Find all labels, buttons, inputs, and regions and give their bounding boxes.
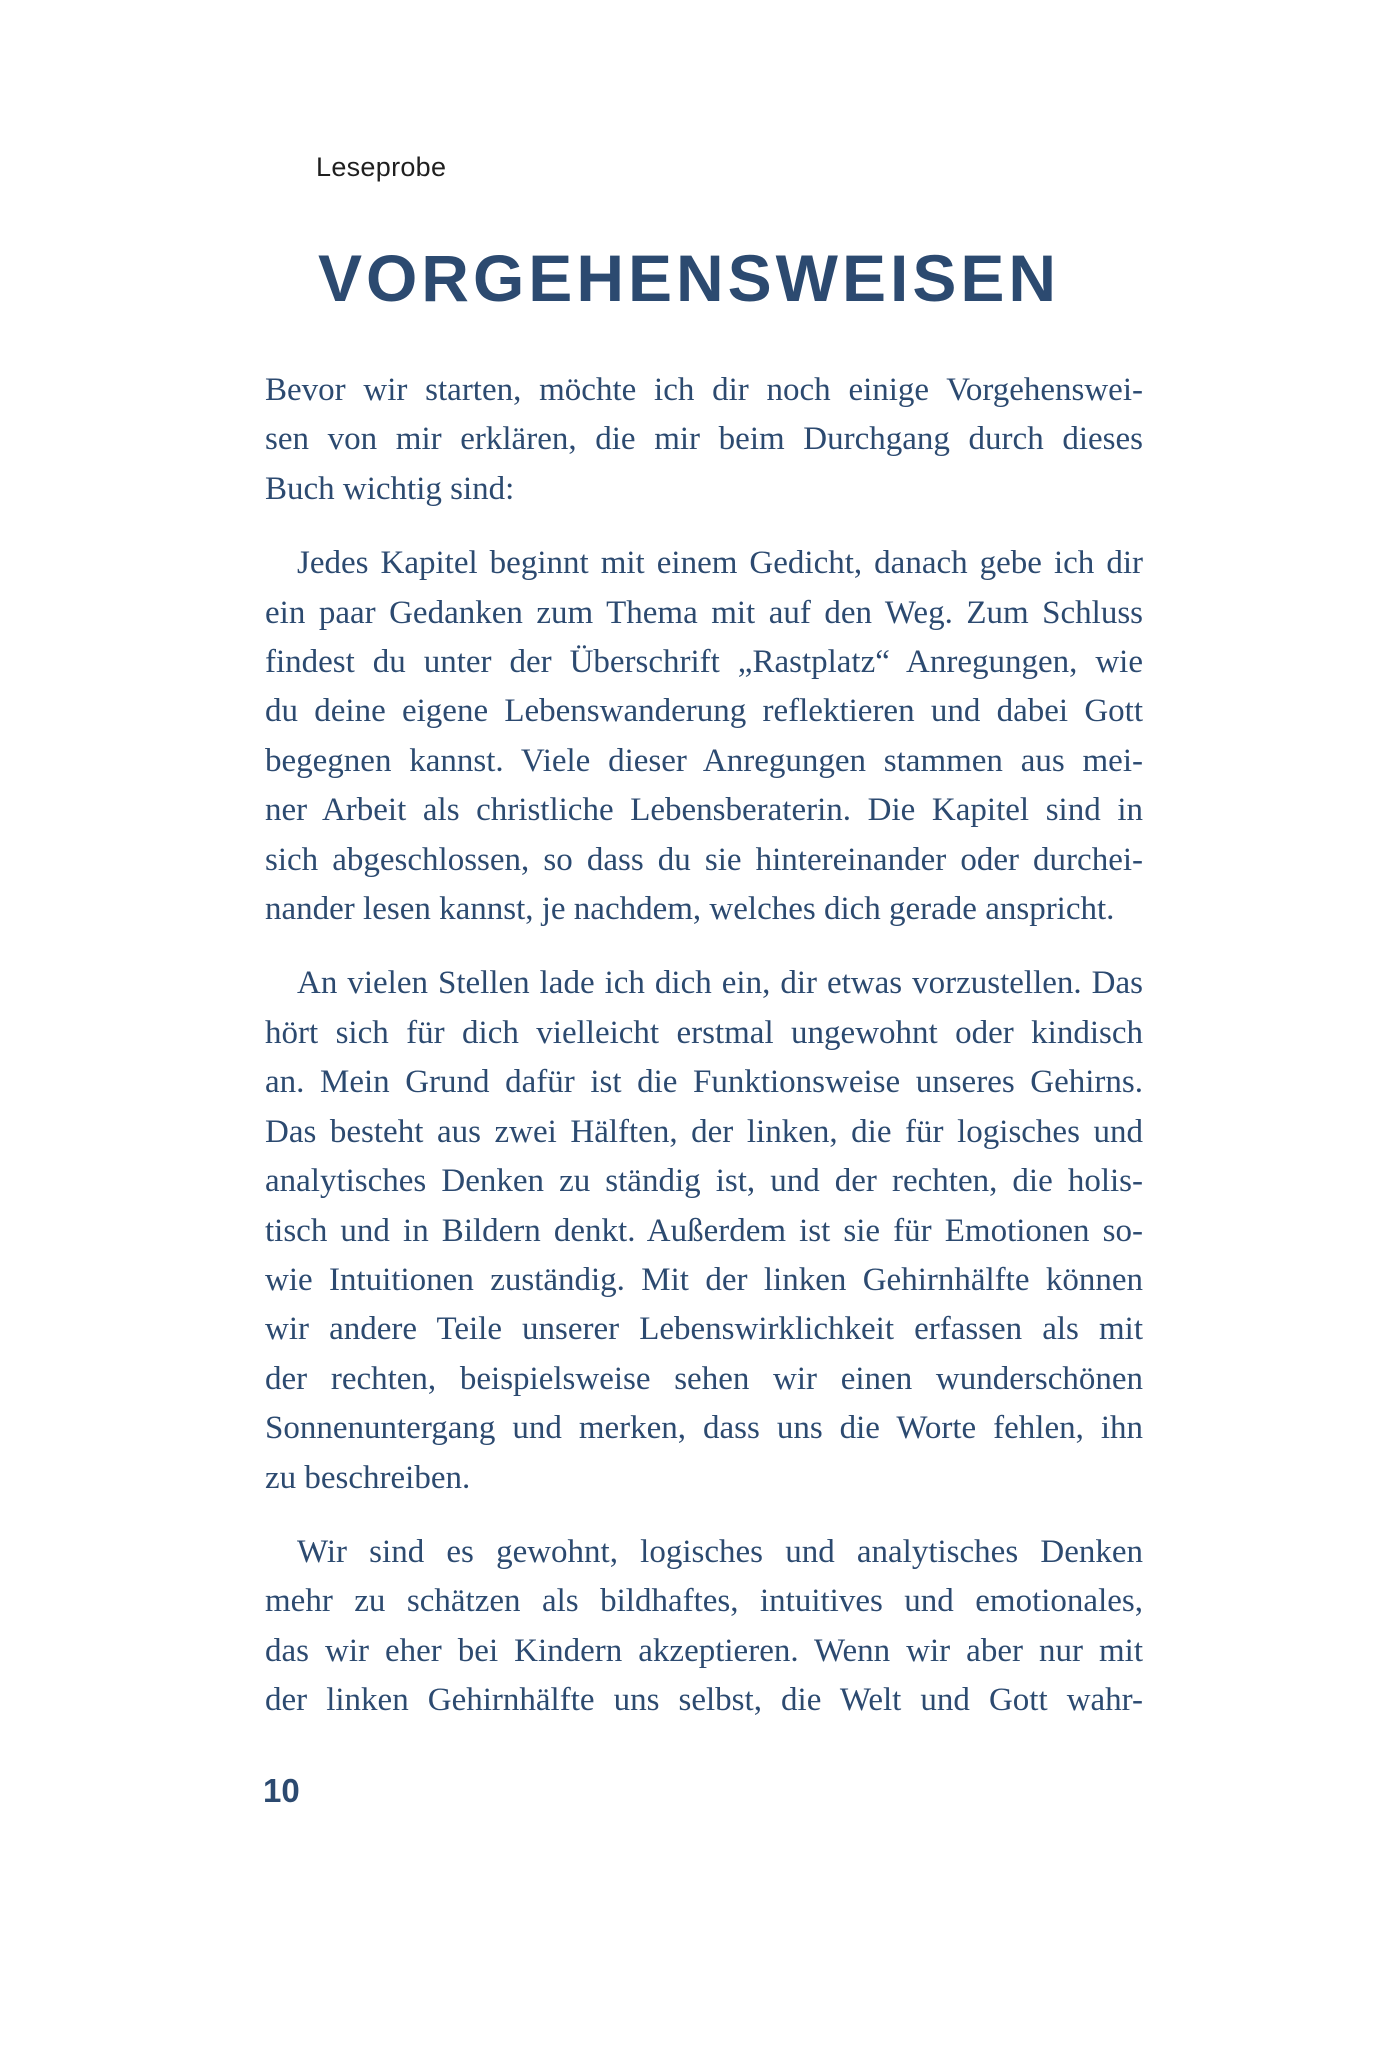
text-line: an. Mein Grund dafür ist die Funktionsweise unseres Gehirns. xyxy=(265,1064,1143,1101)
text-line: findest du unter der Überschrift „Rastplatz“ Anregungen, wie xyxy=(265,644,1143,681)
header-label: Leseprobe xyxy=(316,152,447,182)
body-text xyxy=(265,366,1143,1751)
paragraph-2 xyxy=(265,539,1143,934)
text-line: ner Arbeit als christliche Lebensberaterin. Die Kapitel sind in xyxy=(265,792,1143,829)
text-line: wir andere Teile unserer Lebenswirklichkeit erfassen als mit xyxy=(265,1311,1143,1348)
text-line: hört sich für dich vielleicht erstmal ungewohnt oder kindisch xyxy=(265,1014,1143,1051)
text-line: Bevor wir starten, möchte ich dir noch einige Vorgehenswei- xyxy=(265,372,1143,408)
page-number: 10 xyxy=(263,1772,300,1809)
text-line: das wir eher bei Kindern akzeptieren. Wenn wir aber nur mit xyxy=(265,1632,1143,1669)
text-line: tisch und in Bildern denkt. Außerdem ist sie für Emotionen so- xyxy=(265,1212,1143,1249)
text-line: der linken Gehirnhälfte uns selbst, die Welt und Gott wahr- xyxy=(265,1682,1143,1719)
page-title: VORGEHENSWEISEN xyxy=(317,241,1061,315)
text-line: der rechten, beispielsweise sehen wir einen wunderschönen xyxy=(265,1360,1143,1397)
text-line: du deine eigene Lebenswanderung reflektieren und dabei Gott xyxy=(265,693,1143,730)
text-line: An vielen Stellen lade ich dich ein, dir etwas vorzustellen. Das xyxy=(297,965,1143,1002)
paragraph-4 xyxy=(265,1528,1143,1726)
text-line: nander lesen kannst, je nachdem, welches dich gerade anspricht. xyxy=(265,891,1115,928)
text-line: mehr zu schätzen als bildhaftes, intuitives und emotionales, xyxy=(265,1583,1143,1620)
text-line: Buch wichtig sind: xyxy=(265,470,515,507)
text-line: zu beschreiben. xyxy=(265,1459,471,1496)
text-line: sich abgeschlossen, so dass du sie hintereinander oder durchei- xyxy=(265,841,1143,878)
paragraph-3 xyxy=(265,959,1143,1502)
text-line: Wir sind es gewohnt, logisches und analytisches Denken xyxy=(297,1533,1143,1570)
paragraph-1 xyxy=(265,366,1143,514)
text-line: sen von mir erklären, die mir beim Durchgang durch dieses xyxy=(265,421,1143,458)
text-line: Sonnenuntergang und merken, dass uns die Worte fehlen, ihn xyxy=(265,1410,1143,1447)
text-line: Jedes Kapitel beginnt mit einem Gedicht, danach gebe ich dir xyxy=(297,545,1143,582)
text-line: wie Intuitionen zuständig. Mit der linken Gehirnhälfte können xyxy=(265,1261,1143,1298)
text-line: Das besteht aus zwei Hälften, der linken, die für logisches und xyxy=(265,1113,1143,1150)
text-line: analytisches Denken zu ständig ist, und der rechten, die holis- xyxy=(265,1163,1143,1200)
text-line: begegnen kannst. Viele dieser Anregungen stammen aus mei- xyxy=(265,742,1143,779)
text-line: ein paar Gedanken zum Thema mit auf den Weg. Zum Schluss xyxy=(265,594,1143,631)
